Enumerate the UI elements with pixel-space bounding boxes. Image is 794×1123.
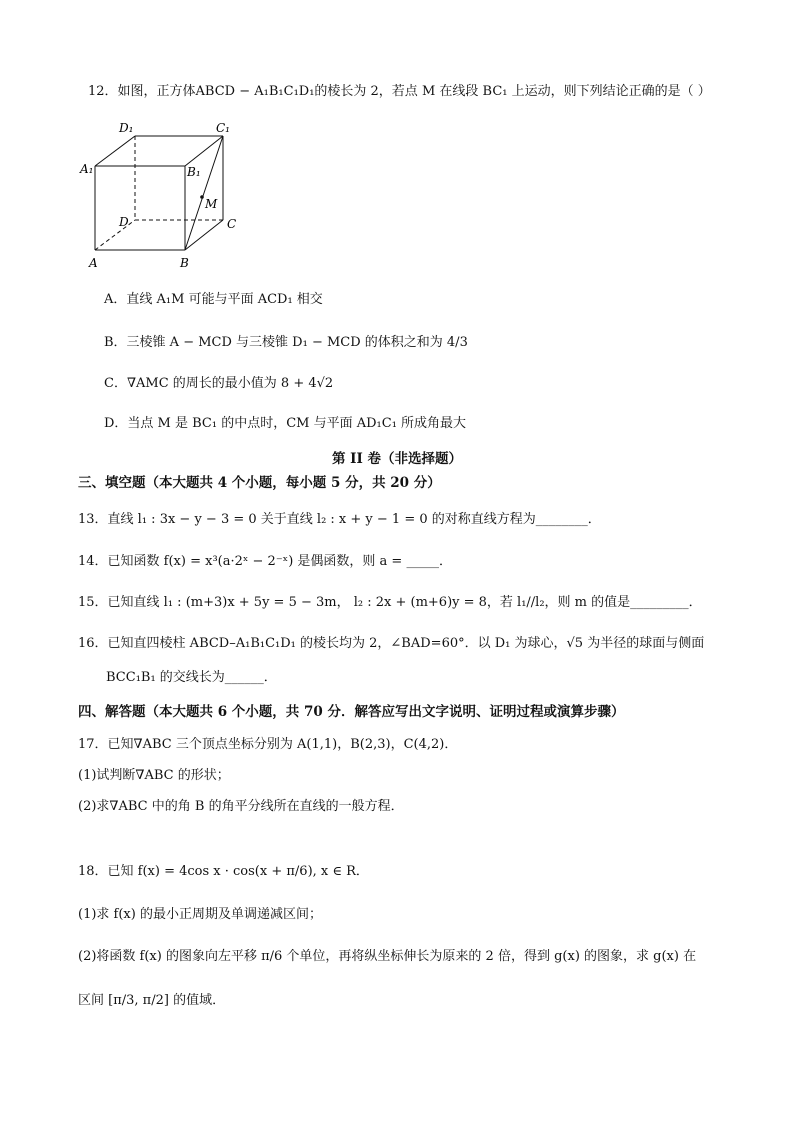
section3-title: 三、填空题（本大题共 4 个小题，每小题 5 分，共 20 分）	[78, 475, 441, 491]
q16-line1: 16．已知直四棱柱 ABCD–A₁B₁C₁D₁ 的棱长均为 2，∠BAD=60°．以 D₁ 为球心，√5 为半径的球面与侧面	[78, 636, 705, 651]
label-C1: C₁	[216, 121, 230, 135]
label-D: D	[119, 215, 129, 229]
q12-option-b: B．三棱锥 A − MCD 与三棱锥 D₁ − MCD 的体积之和为 4/3	[104, 335, 468, 350]
label-A: A	[89, 256, 98, 270]
q18-part2b: 区间 [π/3, π/2] 的值域．	[78, 993, 226, 1008]
q16-line2: BCC₁B₁ 的交线长为______．	[106, 670, 277, 685]
label-B1: B₁	[187, 165, 201, 179]
label-A1: A₁	[80, 162, 94, 176]
section4-title: 四、解答题（本大题共 6 个小题，共 70 分．解答应写出文字说明、证明过程或演算步骤）	[78, 704, 625, 720]
q17-stem: 17．已知∇ABC 三个顶点坐标分别为 A(1,1)，B(2,3)，C(4,2)．	[78, 737, 458, 752]
q12-option-d: D．当点 M 是 BC₁ 的中点时，CM 与平面 AD₁C₁ 所成角最大	[104, 416, 467, 431]
q12-option-a: A．直线 A₁M 可能与平面 ACD₁ 相交	[104, 292, 323, 307]
q17-part2: (2)求∇ABC 中的角 B 的角平分线所在直线的一般方程．	[78, 799, 404, 814]
q14: 14．已知函数 f(x) = x³(a·2ˣ − 2⁻ˣ) 是偶函数，则 a = _____．	[78, 554, 452, 569]
q18-part1: (1)求 f(x) 的最小正周期及单调递减区间；	[78, 907, 322, 922]
q17-part1: (1)试判断∇ABC 的形状；	[78, 768, 230, 783]
q12-option-c: C．∇AMC 的周长的最小值为 8 + 4√2	[104, 376, 334, 391]
label-D1: D₁	[119, 121, 134, 135]
q18-stem: 18．已知 f(x) = 4cos x · cos(x + π/6), x ∈ R．	[78, 864, 369, 879]
label-C: C	[227, 217, 237, 231]
cube-figure	[78, 118, 248, 273]
part2-title: 第 II 卷（非选择题）	[331, 451, 463, 467]
q15: 15．已知直线 l₁ : (m+3)x + 5y = 5 − 3m， l₂ : 2x + (m+6)y = 8，若 l₁//l₂，则 m 的值是_________．	[78, 595, 702, 610]
q18-part2a: (2)将函数 f(x) 的图象向左平移 π/6 个单位，再将纵坐标伸长为原来的 2 倍，得到 g(x) 的图象，求 g(x) 在	[78, 949, 697, 964]
label-M: M	[205, 197, 218, 211]
label-B: B	[180, 256, 189, 270]
q12-stem: 12．如图，正方体ABCD − A₁B₁C₁D₁的棱长为 2，若点 M 在线段 BC₁ 上运动，则下列结论正确的是（ ）	[88, 84, 711, 99]
q13: 13．直线 l₁ : 3x − y − 3 = 0 关于直线 l₂ : x + y − 1 = 0 的对称直线方程为________．	[78, 512, 601, 527]
